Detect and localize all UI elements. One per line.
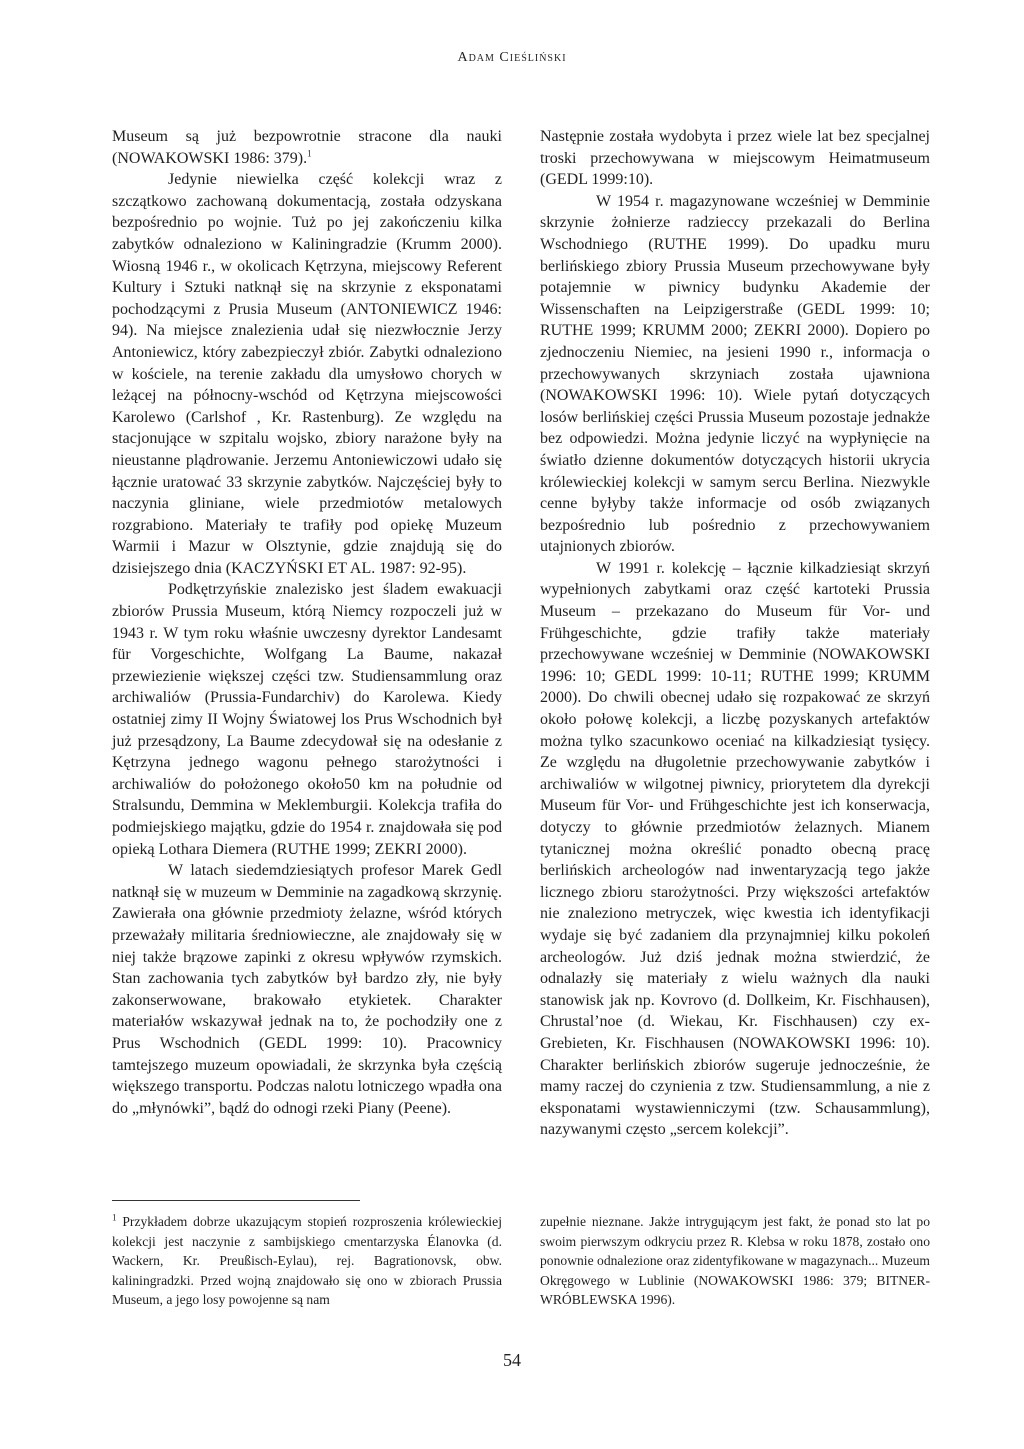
paragraph: W 1991 r. kolekcję – łącznie kilkadziesiąt skrzyń wypełnionych zabytkami oraz część kartoteki Prussia Museum – przekazano do Museum für Vor- und Frühgeschichte, gdzie trafiły także materiały przechowywane wcześniej w Demminie (NOWAKOWSKI 1996: 10; GEDL 1999: 10-11; RUTHE 1999; KRUMM 2000). Do chwili obecnej udało się rozpakować ze skrzyń około połowę kolekcji, a liczbę pozyskanych artefaktów można tylko szacunkowo oceniać na kilkadziesiąt tysięcy. Ze względu na długoletnie przechowywanie zabytków i archiwaliów w wilgotnej piwnicy, priorytetem dla dyrekcji Museum für Vor- und Frühgeschichte jest ich konserwacja, dotyczy to głównie przedmiotów żelaznych. Mianem tytanicznej można określić ponadto obecną pracę berlińskich archeologów nad inwentaryzacją tego jakże licznego zbioru starożytności. Przy większości artefaktów nie znaleziono metryczek, więc kwestia ich identyfikacji wydaje się być zadaniem dla przynajmniej kilku pokoleń archeologów. Już dziś jednak można stwierdzić, że odnalazły się materiały z wielu ważnych dla nauki stanowisk jak np. Kovrovo (d. Dollkeim, Kr. Fischhausen), Chrustal’noe (d. Wiekau, Kr. Fischhausen) czy ex-Grebieten, Kr. Fischhausen (NOWAKOWSKI 1996: 10). Charakter berlińskich zbiorów sugeruje jednocześnie, że mamy raczej do czynienia z tzw. Studiensammlung, a nie z eksponatami wystawienniczymi (tzw. Schausammlung), nazywanymi często „sercem kolekcji”. bbox=[540, 559, 930, 1139]
paragraph: Jedynie niewielka część kolekcji wraz z szczątkowo zachowaną dokumentacją, została odzyskana bezpośrednio po wojnie. Tuż po jej zakończeniu kilka zabytków odnaleziono w Kaliningradzie (Krumm 2000). Wiosną 1946 r., w okolicach Kętrzyna, miejscowy Referent Kultury i Sztuki natknął się na skrzynie z eksponatami pochodzącymi z Prusia Museum (ANTONIEWICZ 1946: 94). Na miejsce znalezienia udał się niezwłocznie Jerzy Antoniewicz, który zabezpieczył zbiór. Zabytki odnaleziono w kościele, na terenie zakładu dla umysłowo chorych w leżącej na północny-wschód od Kętrzyna miejscowości Karolewo (Carlshof , Kr. Rastenburg). Ze względu na stacjonujące w szpitalu wojsko, zbiory narażone były na nieustanne plądrowanie. Jerzemu Antoniewiczowi udało się łącznie uratować 33 skrzynie zabytków. Najczęściej były to naczynia gliniane, wiele przedmiotów metalowych rozgrabiono. Materiały te trafiły pod opiekę Muzeum Warmii i Mazur w Olsztynie, gdzie znajdują się do dzisiejszego dnia (KACZYŃSKI ET AL. 1987: 92-95). bbox=[112, 171, 502, 577]
footnote-marker: 1 bbox=[112, 1212, 117, 1223]
footnote-text: $^1$ Przykładem dobrze ukazującym stopień rozproszenia królewieckiej kolekcji jest naczynie z sambijskiego cmentarzyska Élanovka (d. Wackern, Kr. Preußisch-Eylau), rej. Bagrationovsk, obw. kaliningradzki. Przed wojną znajdowało się ono w zbiorach Prussia Museum, a jego losy powojenne są nam bbox=[112, 1212, 502, 1308]
footnote-divider bbox=[112, 1200, 360, 1201]
running-head: Adam Cieśliński bbox=[457, 50, 567, 65]
paragraph: W 1954 r. magazynowane wcześniej w Demminie skrzynie żołnierze radzieccy przekazali do Berlina Wschodniego (RUTHE 1999). Do upadku muru berlińskiego zbiory Prussia Museum przechowywane były potajemnie w piwnicy budynku Akademie der Wissenschaften na Leipzigerstraße (GEDL 1999: 10; RUTHE 1999; KRUMM 2000; ZEKRI 2000). Dopiero po zjednoczeniu Niemiec, na jesieni 1990 r., informacja o przechowywanych skrzyniach została ujawniona (NOWAKOWSKI 1996: 10). Wiele pytań dotyczących losów berlińskiej części Prussia Museum pozostaje jednakże bez odpowiedzi. Można jedynie liczyć na wypłynięcie na światło dzienne dokumentów dotyczących historii ukrycia królewieckiej kolekcji w samym sercu Berlina. Niezwykle cenne byłyby także informacje od osób związanych bezpośrednio lub pośrednio z przechowywaniem utajnionych zbiorów. bbox=[540, 192, 930, 556]
paragraph: Podkętrzyńskie znalezisko jest śladem ewakuacji zbiorów Prussia Museum, którą Niemcy rozpoczeli już w 1943 r. W tym roku właśnie uwczesny dyrektor Landesamt für Vorgeschichte, Wolfgang La Baume, nakazał przewiezienie większej części tzw. Studiensammlung oraz archiwaliów (Prussia-Fundarchiv) do Karolewa. Kiedy ostatniej zimy II Wojny Światowej los Prus Wschodnich był już przesądzony, La Baume zdecydował się na odesłanie z Kętrzyna jednego wagonu pełnego starożytności i archiwaliów do położonego około50 km na południe od Stralsundu, Demmina w Meklemburgii. Kolekcja trafiła do podmiejskiego majątku, gdzie do 1954 r. znajdowała się pod opieką Lothara Diemera (RUTHE 1999; ZEKRI 2000). bbox=[112, 581, 502, 858]
paragraph: W latach siedemdziesiątych profesor Marek Gedl natknął się w muzeum w Demminie na zagadkową skrzynię. Zawierała ona głównie przedmioty żelazne, wśród których przeważały militaria średniowieczne, ale znajdowały się w niej także brązowe zapinki z okresu wpływów rzymskich. Stan zachowania tych zabytków był bardzo zły, nie były zakonserwowane, brakowało etykietek. Charakter materiałów wskazywał jednak na to, że pochodziły one z Prus Wschodnich (GEDL 1999: 10). Pracownicy tamtejszego muzeum opowiadali, że skrzynka była częścią większego transportu. Podczas nalotu lotniczego wpadła ona do „młynówki”, bądź do odnogi rzeki Piany (Peene). bbox=[112, 862, 502, 1117]
footnote-reference[interactable]: 1 bbox=[307, 148, 312, 159]
footnote-text: zupełnie nieznane. Jakże intrygującym jest fakt, że ponad sto lat po swoim pierwszym odkryciu przez R. Klebsa w roku 1878, zostało ono ponownie odnalezione oraz zidentyfikowane w magazynach... Muzeum Okręgowego w Lublinie (NOWAKOWSKI 1986: 379; BITNER-WRÓBLEWSKA 1996). bbox=[540, 1214, 930, 1308]
paragraph: Następnie została wydobyta i przez wiele lat bez specjalnej troski przechowywana w miejscowym Heimatmuseum (GEDL 1999:10). bbox=[540, 128, 930, 189]
footnote-right bbox=[540, 1212, 930, 1310]
left-column bbox=[112, 126, 502, 1119]
paragraph: Museum są już bezpowrotnie stracone dla nauki (NOWAKOWSKI 1986: 379).$^1$ bbox=[112, 128, 502, 167]
page-number: 54 bbox=[503, 1350, 521, 1370]
footnote-left bbox=[112, 1212, 502, 1310]
right-column bbox=[540, 126, 930, 1141]
